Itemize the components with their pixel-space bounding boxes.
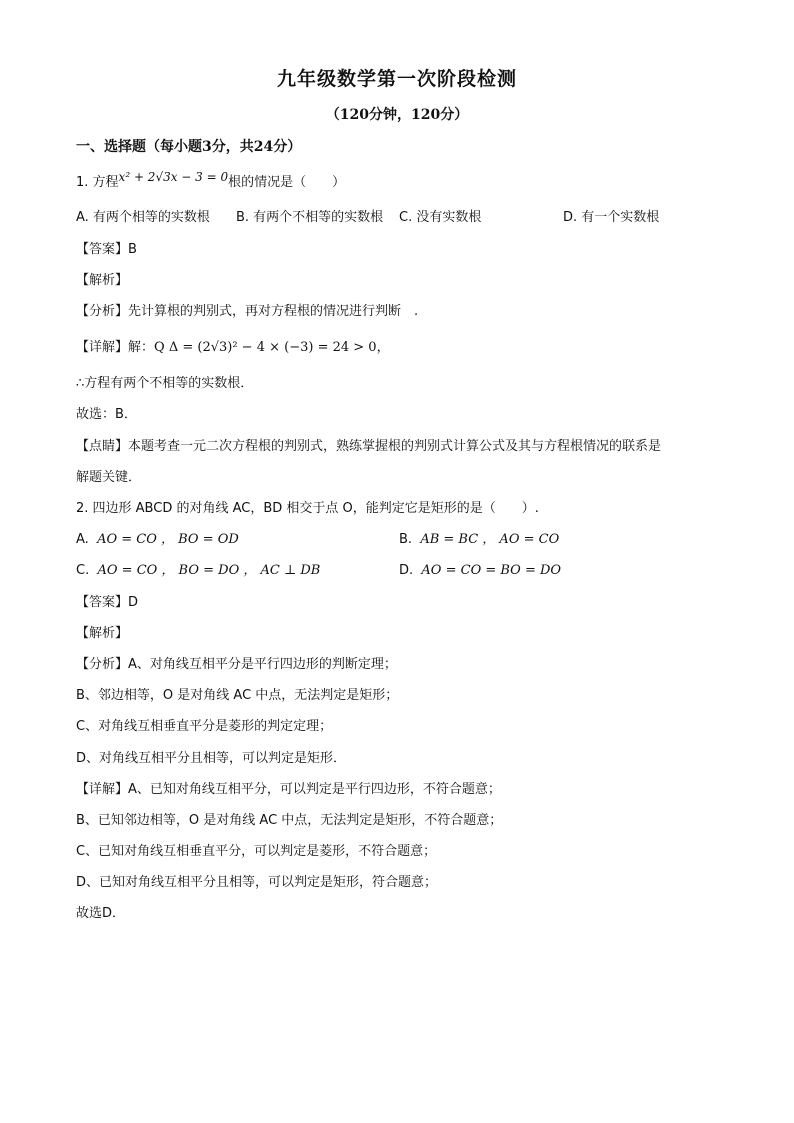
q1-xiangjie-end: ， — [376, 340, 390, 355]
q2-option-d-label: D. — [399, 563, 414, 578]
q1-therefore: ∴方程有两个不相等的实数根． — [76, 376, 254, 391]
q2-xiangjie-line-1: A、已知对角线互相平分，可以判定是平行四边形，不符合题意； — [128, 782, 501, 797]
section-heading: 一、选择题（每小题3分，共24分） — [76, 139, 302, 155]
page-title: 九年级数学第一次阶段检测 — [276, 68, 517, 90]
q1-xiangjie-tag: 【详解】 — [76, 340, 129, 355]
q1-discriminant: Q Δ = (2√3)² − 4 × (−3) = 24 > 0 — [154, 340, 377, 355]
question-2-stem: 2. 四边形 ABCD 的对角线 AC，BD 相交于点 O，能判定它是矩形的是（ ）. — [76, 501, 539, 516]
q2-option-b — [399, 530, 559, 550]
q2-choose: 故选D． — [76, 906, 126, 921]
q1-xiangjie-text: 解： — [128, 340, 155, 355]
q2-option-b-expr: AB = BC ， AO = CO — [420, 532, 560, 547]
q1-answer-value: B — [128, 242, 137, 257]
q2-fenxi — [76, 655, 397, 675]
q2-option-a-expr: AO = CO ， BO = OD — [97, 532, 239, 547]
q1-dianjing-tag: 【点睛】 — [76, 439, 129, 454]
q1-answer — [76, 240, 137, 260]
q1-analysis-tag: 【解析】 — [76, 273, 129, 288]
q1-xiangjie — [76, 338, 390, 358]
q2-answer-tag: 【答案】 — [76, 595, 129, 610]
q2-answer-value: D — [128, 595, 139, 610]
q2-option-a — [76, 530, 239, 550]
q2-analysis-tag: 【解析】 — [76, 626, 129, 641]
q2-fenxi-line-4: D、对角线互相平分且相等，可以判定是矩形． — [76, 751, 347, 766]
q1-option-c: C. 没有实数根 — [399, 210, 482, 225]
q1-answer-tag: 【答案】 — [76, 242, 129, 257]
q1-fenxi — [76, 302, 418, 322]
q2-option-c-expr: AO = CO ， BO = DO ， AC ⊥ DB — [97, 563, 321, 578]
q1-dianjing-line2: 解题关键． — [76, 470, 142, 485]
q2-fenxi-line-2: B、邻边相等，O 是对角线 AC 中点，无法判定是矩形； — [76, 688, 399, 703]
q1-choose: 故选：B． — [76, 407, 137, 422]
q2-option-a-label: A. — [76, 532, 89, 547]
q2-option-b-label: B. — [399, 532, 413, 547]
q2-option-c-label: C. — [76, 563, 90, 578]
q1-suffix: 根的情况是（ ） — [228, 175, 346, 190]
q2-xiangjie-tag: 【详解】 — [76, 782, 129, 797]
q2-xiangjie-line-2: B、已知邻边相等，O 是对角线 AC 中点，无法判定是矩形，不符合题意； — [76, 813, 503, 828]
q1-option-d: D. 有一个实数根 — [563, 210, 660, 225]
q2-option-d-expr: AO = CO = BO = DO — [421, 563, 562, 578]
q2-xiangjie-line-3: C、已知对角线互相垂直平分，可以判定是菱形，不符合题意； — [76, 844, 437, 859]
q2-fenxi-line-3: C、对角线互相垂直平分是菱形的判定定理； — [76, 719, 333, 734]
page-subtitle: （120分钟，120分） — [325, 107, 469, 123]
q1-dianjing — [76, 437, 661, 457]
q2-option-c — [76, 561, 320, 581]
q2-xiangjie-line-4: D、已知对角线互相平分且相等，可以判定是矩形，符合题意； — [76, 875, 438, 890]
q1-option-a: A. 有两个相等的实数根 — [76, 210, 210, 225]
q1-fenxi-text: 先计算根的判别式，再对方程根的情况进行判断 . — [128, 304, 419, 319]
q2-fenxi-tag: 【分析】 — [76, 657, 129, 672]
q2-fenxi-line-1: A、对角线互相平分是平行四边形的判断定理； — [128, 657, 397, 672]
q1-dianjing-line1: 本题考查一元二次方程根的判别式，熟练掌握根的判别式计算公式及其与方程根情况的联系是 — [128, 439, 662, 454]
q2-option-d — [399, 561, 561, 581]
q1-prefix: 1. 方程 — [76, 175, 119, 190]
q1-option-b: B. 有两个不相等的实数根 — [236, 210, 384, 225]
q1-fenxi-tag: 【分析】 — [76, 304, 129, 319]
q2-answer — [76, 593, 138, 613]
q1-equation: x² + 2√3x − 3 = 0 — [118, 170, 229, 184]
question-1-stem — [76, 172, 345, 193]
q2-xiangjie — [76, 780, 501, 800]
